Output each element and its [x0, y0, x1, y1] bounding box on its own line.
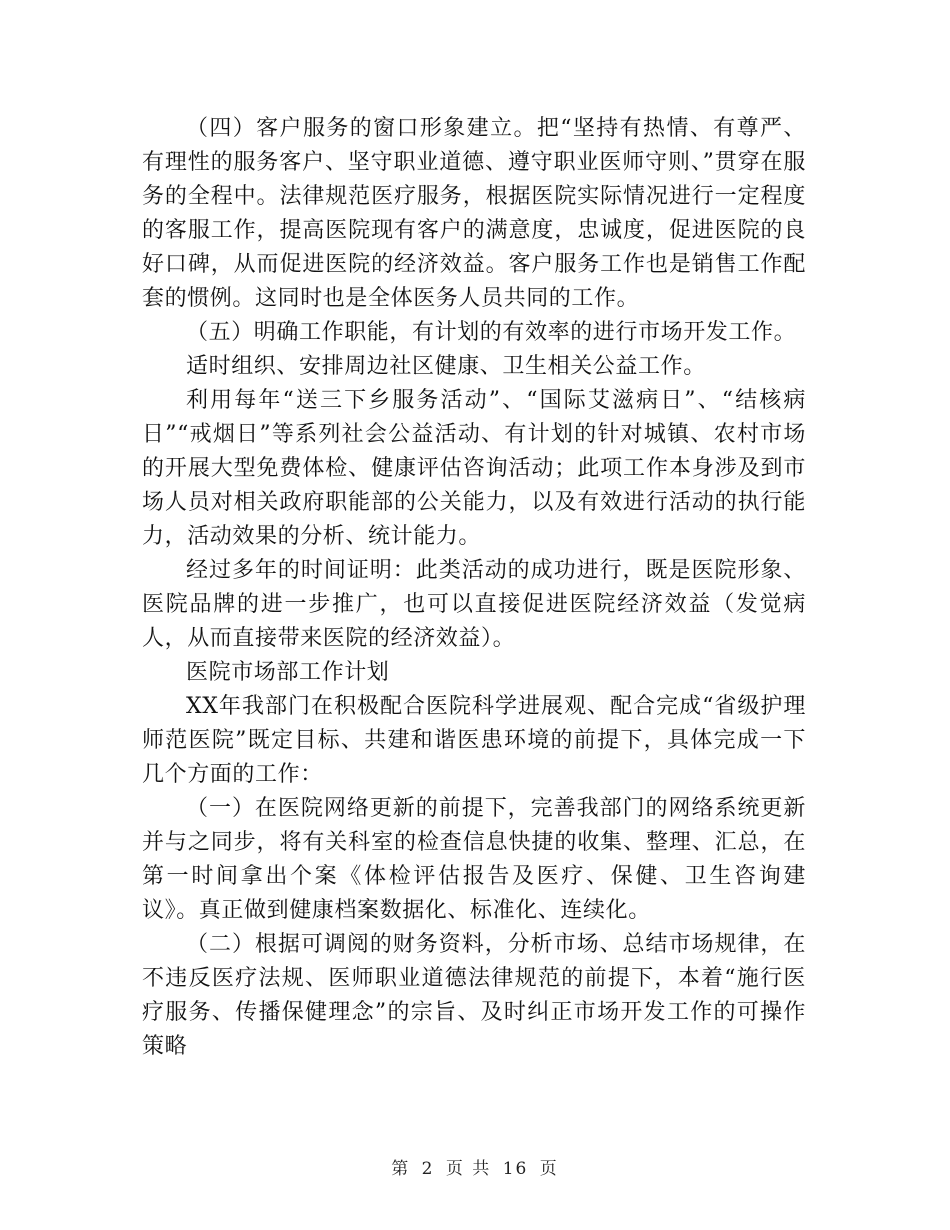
footer-page-number: 2	[421, 1159, 435, 1179]
footer-suffix: 页	[539, 1159, 559, 1179]
footer-prefix: 第	[391, 1159, 411, 1179]
document-body	[142, 112, 806, 1064]
paragraph-proven-results: 经过多年的时间证明：此类活动的成功进行，既是医院形象、医院品牌的进一步推广，也可以直接促进医院经济效益（发觉病人，从而直接带来医院的经济效益）。	[142, 558, 806, 651]
footer-middle: 页 共	[445, 1159, 492, 1179]
paragraph-item-one: （一）在医院网络更新的前提下，完善我部门的网络系统更新并与之同步，将有关科室的检查信息快捷的收集、整理、汇总，在第一时间拿出个案《体检评估报告及医疗、保健、卫生咨询建议》。真正做到健康档案数据化、标准化、连续化。	[142, 796, 806, 923]
footer-total-pages: 16	[502, 1159, 529, 1179]
paragraph-public-activities: 利用每年“送三下乡服务活动”、“国际艾滋病日”、“结核病日”“戒烟日”等系列社会公益活动、有计划的针对城镇、农村市场的开展大型免费体检、健康评估咨询活动；此项工作本身涉及到市场人员对相关政府职能部的公关能力，以及有效进行活动的执行能力，活动效果的分析、统计能力。	[142, 388, 806, 549]
paragraph-annual-plan: XX年我部门在积极配合医院科学进展观、配合完成“省级护理师范医院”既定目标、共建和谐医患环境的前提下，具体完成一下几个方面的工作：	[142, 694, 806, 787]
paragraph-community-work: 适时组织、安排周边社区健康、卫生相关公益工作。	[186, 354, 706, 379]
paragraph-item-two: （二）根据可调阅的财务资料，分析市场、总结市场规律，在不违反医疗法规、医师职业道德法律规范的前提下，本着“施行医疗服务、传播保健理念”的宗旨、及时纠正市场开发工作的可操作策略	[142, 932, 806, 1059]
page-footer	[0, 1154, 950, 1179]
paragraph-item-five: （五）明确工作职能，有计划的有效率的进行市场开发工作。	[186, 320, 797, 345]
section-heading: 医院市场部工作计划	[186, 660, 390, 685]
paragraph-customer-service: （四）客户服务的窗口形象建立。把“坚持有热情、有尊严、有理性的服务客户、坚守职业道德、遵守职业医师守则、”贯穿在服务的全程中。法律规范医疗服务，根据医院实际情况进行一定程度的客服工作，提高医院现有客户的满意度，忠诚度，促进医院的良好口碑，从而促进医院的经济效益。客户服务工作也是销售工作配套的惯例。这同时也是全体医务人员共同的工作。	[142, 116, 806, 311]
